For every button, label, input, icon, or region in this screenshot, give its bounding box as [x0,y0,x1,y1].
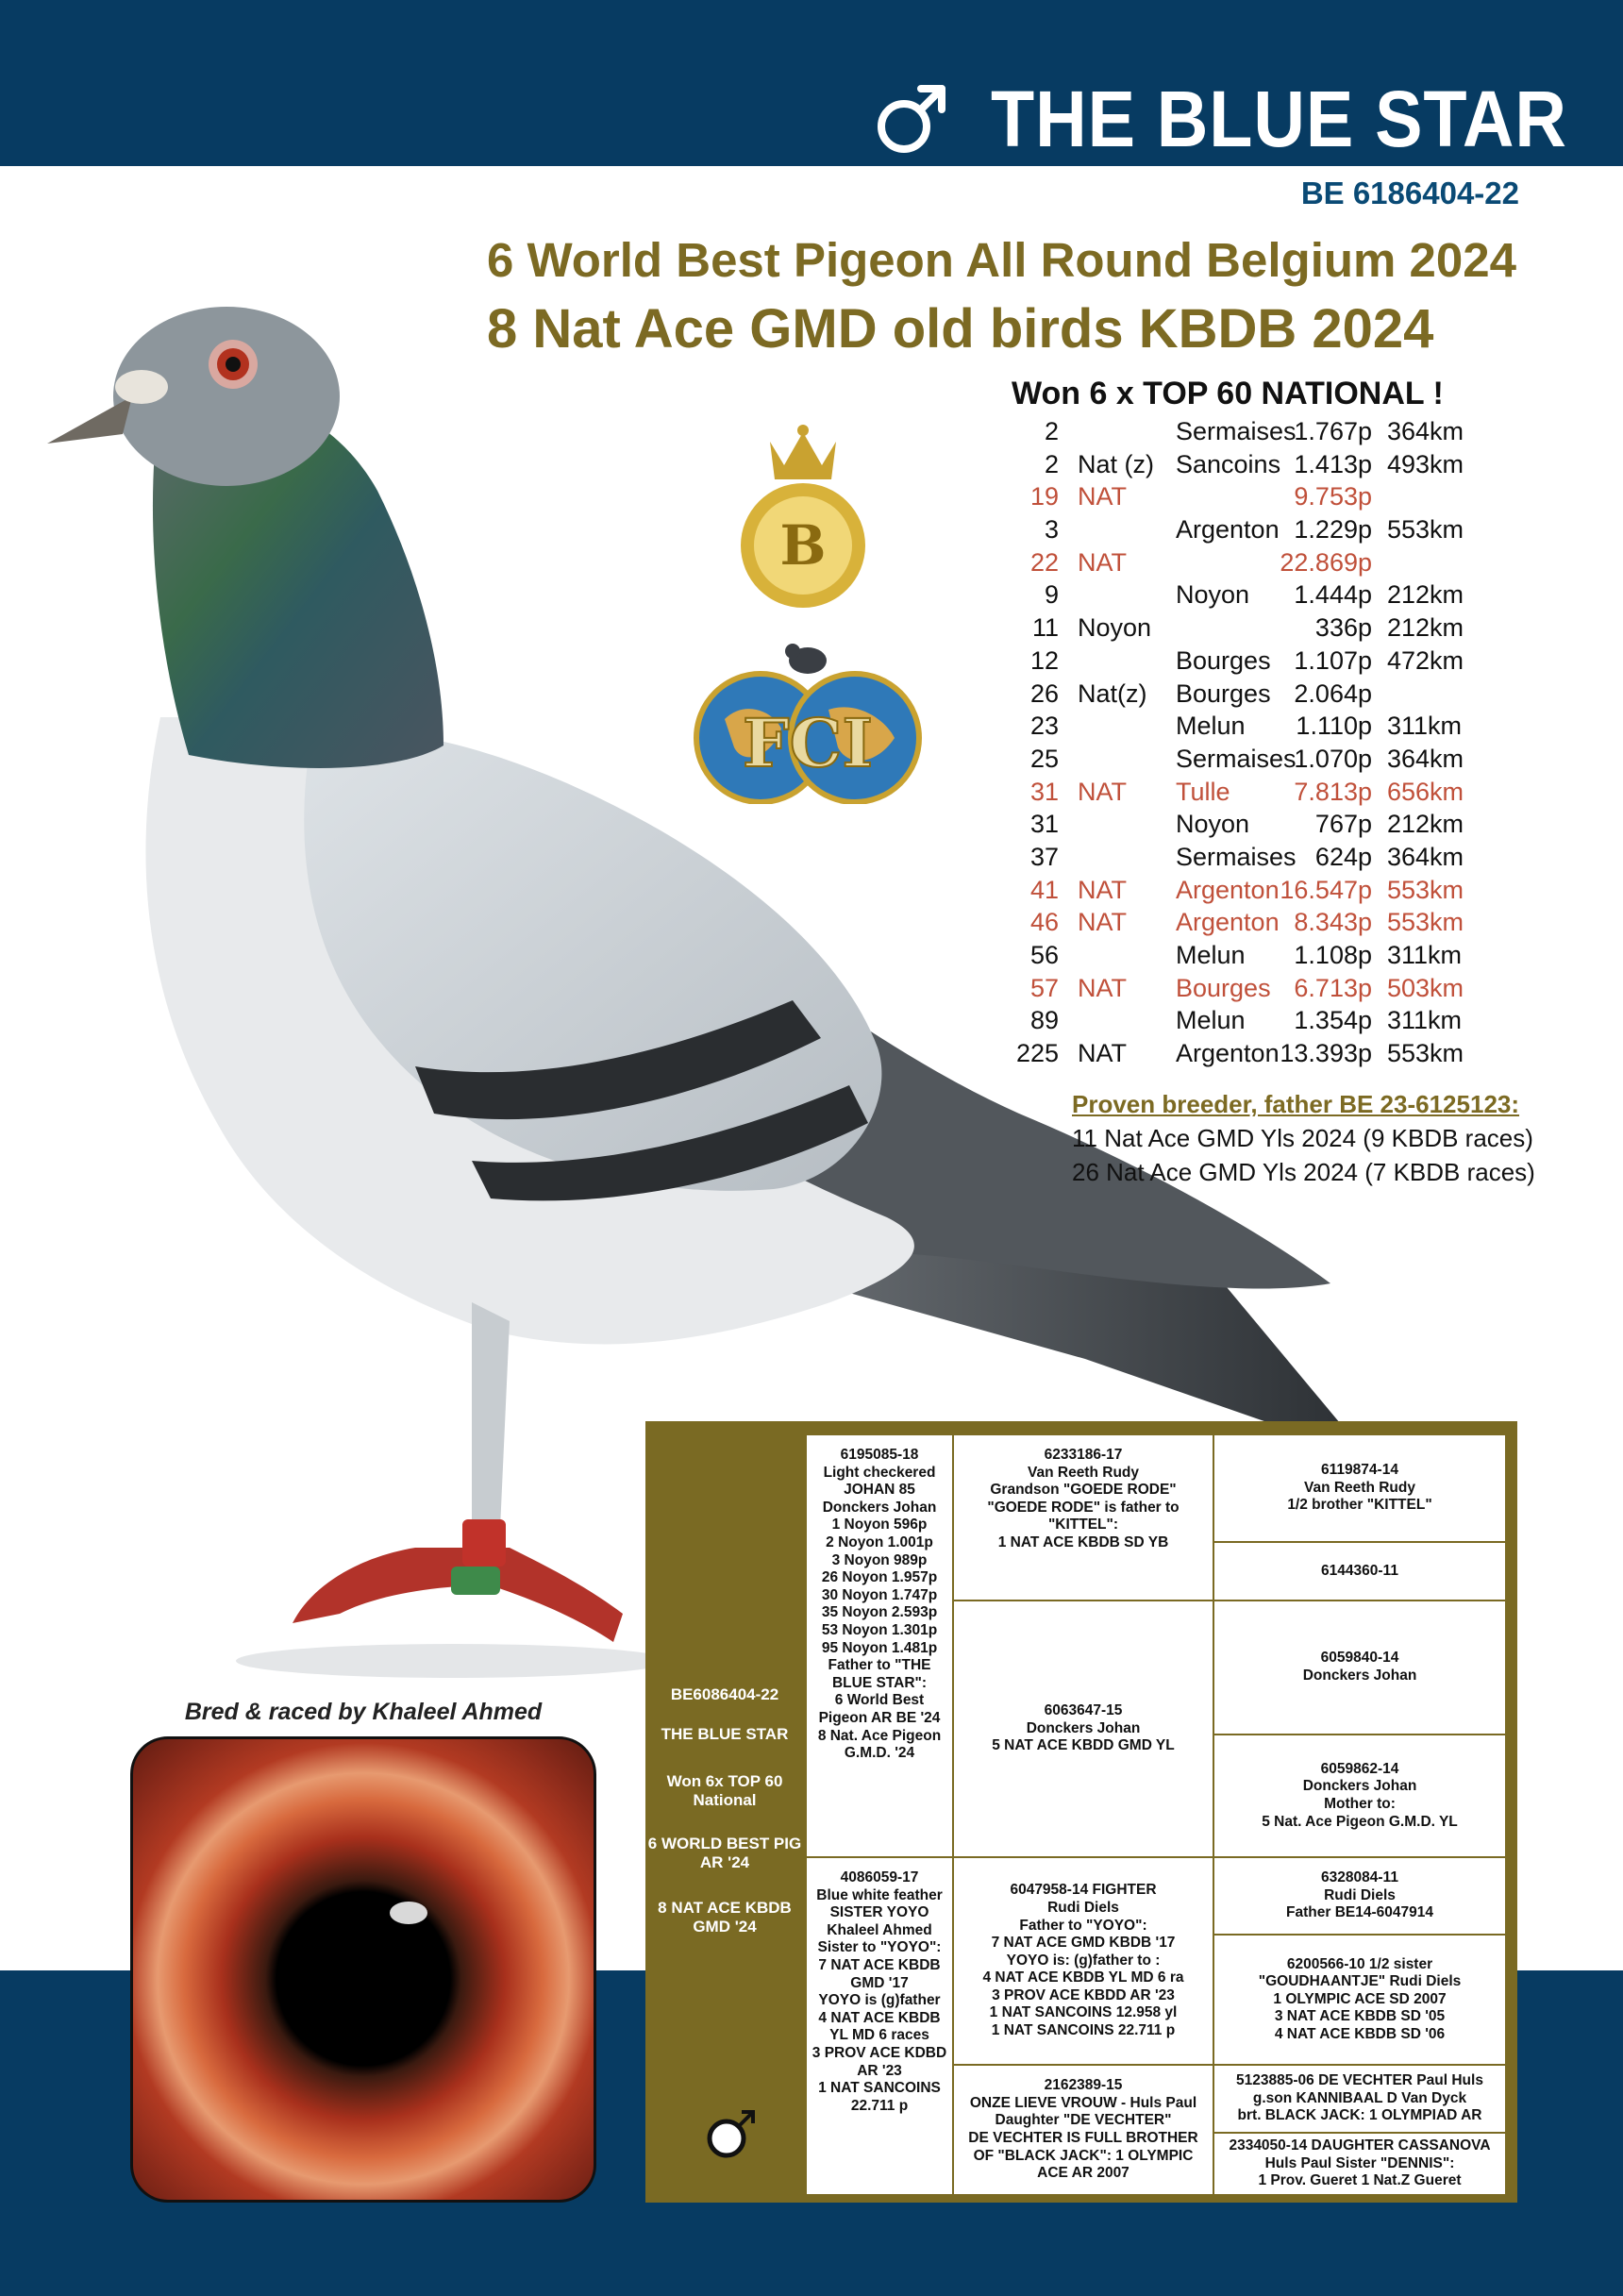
result-distance: 553km [1387,1039,1464,1068]
result-place: 22 [1029,547,1059,577]
result-row [1010,906,1538,939]
result-row [1010,480,1538,513]
result-place: 23 [1029,712,1059,741]
result-row [1010,874,1538,907]
pigeon-name-title: THE BLUE STAR [991,75,1567,163]
result-pigeons: 1.444p [1294,580,1372,610]
result-distance: 364km [1387,842,1464,871]
result-distance: 212km [1387,613,1464,643]
result-place: 19 [1029,482,1059,511]
result-type: NAT [1078,875,1127,904]
pedigree-mother: 4086059-17 Blue white feather SISTER YOYO Khaleel Ahmed Sister to "YOYO": 7 NAT ACE KBDB GMD '17 YOYO is (g)father 4 NAT ACE KBDB YL MD 6 races 3 PROV ACE KDBD AR '23 1 NAT SANCOINS 22.711 p [806,1857,953,2195]
pedigree-subject-ring: BE6086404-22 [670,1685,779,1703]
result-place: 31 [1029,777,1059,806]
pedigree-ggp-5: 6328084-11 Rudi Diels Father BE14-6047914 [1213,1857,1506,1935]
result-pigeons: 1.070p [1294,744,1372,773]
pedigree-ggp-1: 6119874-14 Van Reeth Rudy 1/2 brother "KITTEL" [1213,1434,1506,1542]
result-pigeons: 1.107p [1294,645,1372,675]
result-type: NAT [1078,973,1127,1002]
result-location: Noyon [1176,580,1250,610]
result-place: 46 [1029,908,1059,937]
result-distance: 311km [1387,941,1463,969]
result-pigeons: 336p [1314,613,1372,643]
breeder-note-title: Proven breeder, father BE 23-6125123: [1072,1090,1520,1118]
results-heading: Won 6 x TOP 60 NATIONAL ! [1012,376,1444,411]
result-pigeons: 7.813p [1294,777,1372,806]
result-distance: 503km [1387,973,1464,1002]
result-type: Nat (z) [1078,449,1154,478]
result-row [1010,743,1538,776]
result-row [1010,1004,1538,1037]
result-pigeons: 2.064p [1294,679,1372,708]
result-location: Melun [1176,1006,1246,1035]
pedigree-grandfather-maternal: 6047958-14 FIGHTER Rudi Diels Father to "YOYO": 7 NAT ACE GMD KBDB '17 YOYO is: (g)father to : 4 NAT ACE KBDB YL MD 6 ra 3 PROV ACE KBDD AR '23 1 NAT SANCOINS 12.958 yl 1 NAT SANCOINS 22.711 p [953,1857,1213,2065]
pedigree-subject [645,1421,804,2203]
result-distance: 656km [1387,777,1464,806]
ring-number: BE 6186404-22 [1300,176,1519,210]
pedigree-chart [645,1421,1517,2203]
result-row [1010,546,1538,579]
result-row [1010,448,1538,481]
result-pigeons: 16.547p [1280,875,1372,904]
pedigree-subject-line: 8 NAT ACE KBDB GMD '24 [658,1899,792,1936]
result-location: Sermaises [1176,842,1297,871]
result-location: Argenton [1176,1039,1280,1068]
result-pigeons: 1.413p [1294,449,1372,478]
result-location: Melun [1176,712,1246,741]
pedigree-subject-line: 6 WORLD BEST PIG AR '24 [647,1835,802,1871]
result-row [1010,710,1538,743]
result-row [1010,415,1538,448]
eye-photo [130,1736,596,2203]
result-location: Sermaises [1176,744,1297,773]
result-pigeons: 1.108p [1294,941,1372,969]
result-distance: 364km [1387,417,1464,445]
result-row [1010,578,1538,612]
male-symbol-icon [704,2106,759,2161]
result-distance: 553km [1387,875,1464,904]
pedigree-ggp-7: 5123885-06 DE VECHTER Paul Huls g.son KANNIBAAL D Van Dyck brt. BLACK JACK: 1 OLYMPIAD AR [1213,2065,1506,2133]
result-place: 26 [1029,679,1059,708]
result-distance: 493km [1387,449,1464,478]
result-distance: 553km [1387,908,1464,937]
result-distance: 472km [1387,645,1464,675]
svg-text:B: B [779,513,827,578]
result-type: Nat(z) [1078,679,1147,708]
result-location: Tulle [1176,777,1230,806]
result-type: NAT [1078,482,1127,511]
breeder-note [1072,1087,1544,1189]
result-place: 56 [1029,941,1059,969]
result-location: Bourges [1176,645,1271,675]
result-type: NAT [1078,908,1127,937]
result-distance: 364km [1387,744,1464,773]
fci-globe-logo [687,634,929,804]
result-place: 225 [1015,1039,1059,1068]
bred-by-caption: Bred & raced by Khaleel Ahmed [184,1699,543,1725]
result-pigeons: 13.393p [1280,1039,1372,1068]
result-type: NAT [1078,777,1127,806]
result-row [1010,513,1538,546]
pedigree-ggp-8: 2334050-14 DAUGHTER CASSANOVA Huls Paul Sister "DENNIS": 1 Prov. Gueret 1 Nat.Z Gueret [1213,2133,1506,2195]
result-row [1010,678,1538,711]
breeder-note-line: 26 Nat Ace GMD Yls 2024 (7 KBDB races) [1072,1158,1535,1186]
result-row [1010,612,1538,645]
result-location: Argenton [1176,875,1280,904]
result-pigeons: 624p [1314,842,1372,871]
result-place: 2 [1044,449,1059,478]
result-place: 41 [1029,875,1059,904]
result-place: 9 [1044,580,1059,610]
pedigree-ggp-2: 6144360-11 [1213,1542,1506,1600]
result-type: NAT [1078,1039,1127,1068]
result-location: Sancoins [1176,449,1281,478]
result-place: 37 [1029,842,1059,871]
result-type: Noyon [1078,613,1152,643]
pedigree-ggp-4: 6059862-14 Donckers Johan Mother to: 5 Nat. Ace Pigeon G.M.D. YL [1213,1735,1506,1857]
result-location: Sermaises [1176,417,1297,445]
result-row [1010,776,1538,809]
result-pigeons: 1.767p [1294,417,1372,445]
result-type: NAT [1078,547,1127,577]
headline-world-best: 6 World Best Pigeon All Round Belgium 2024 [487,233,1516,287]
result-pigeons: 1.229p [1294,515,1372,545]
kbdb-crown-logo [732,423,874,612]
result-place: 3 [1044,515,1059,545]
result-place: 12 [1029,645,1059,675]
svg-text:FCI: FCI [742,704,874,782]
male-symbol-icon [872,79,951,159]
result-pigeons: 1.354p [1294,1006,1372,1035]
result-location: Bourges [1176,679,1271,708]
result-pigeons: 8.343p [1294,908,1372,937]
result-distance: 212km [1387,580,1464,610]
result-distance: 212km [1387,810,1464,839]
pedigree-subject-name: THE BLUE STAR [661,1725,789,1743]
pedigree-grandmother-paternal: 6063647-15 Donckers Johan 5 NAT ACE KBDD GMD YL [953,1600,1213,1857]
result-place: 25 [1029,744,1059,773]
result-row [1010,645,1538,678]
result-pigeons: 6.713p [1294,973,1372,1002]
result-pigeons: 22.869p [1280,547,1372,577]
result-pigeons: 1.110p [1296,712,1372,741]
results-table [1010,415,1538,1070]
headline-nat-ace: 8 Nat Ace GMD old birds KBDB 2024 [487,298,1434,360]
result-distance: 553km [1387,515,1464,545]
result-location: Argenton [1176,515,1280,545]
result-location: Noyon [1176,810,1250,839]
result-row [1010,972,1538,1005]
result-location: Melun [1176,941,1246,969]
pedigree-grandmother-maternal: 2162389-15 ONZE LIEVE VROUW - Huls Paul Daughter "DE VECHTER" DE VECHTER IS FULL BROTHER OF "BLACK JACK": 1 OLYMPIC ACE AR 2007 [953,2065,1213,2195]
pedigree-father: 6195085-18 Light checkered JOHAN 85 Donckers Johan 1 Noyon 596p 2 Noyon 1.001p 3 Noyon 989p 26 Noyon 1.957p 30 Noyon 1.747p 35 Noyon 2.593p 53 Noyon 1.301p 95 Noyon 1.481p Father to "THE BLUE STAR": 6 World Best Pigeon AR BE '24 8 Nat. Ace Pigeon G.M.D. '24 [806,1434,953,1857]
eye-glint [390,1902,427,1924]
breeder-note-line: 11 Nat Ace GMD Yls 2024 (9 KBDB races) [1072,1124,1533,1152]
result-place: 2 [1044,417,1059,445]
result-place: 57 [1029,973,1059,1002]
result-pigeons: 767p [1314,810,1372,839]
result-distance: 311km [1387,712,1463,741]
result-location: Bourges [1176,973,1271,1002]
result-pigeons: 9.753p [1294,482,1372,511]
result-distance: 311km [1387,1006,1463,1035]
pedigree-grandfather-paternal: 6233186-17 Van Reeth Rudy Grandson "GOEDE RODE" "GOEDE RODE" is father to "KITTEL": 1 NAT ACE KBDB SD YB [953,1434,1213,1600]
result-row [1010,939,1538,972]
result-location: Argenton [1176,908,1280,937]
result-row [1010,808,1538,841]
result-place: 31 [1029,810,1059,839]
result-row [1010,841,1538,874]
pedigree-ggp-3: 6059840-14 Donckers Johan [1213,1600,1506,1735]
pedigree-ggp-6: 6200566-10 1/2 sister "GOUDHAANTJE" Rudi Diels 1 OLYMPIC ACE SD 2007 3 NAT ACE KBDB SD '05 4 NAT ACE KBDB SD '06 [1213,1935,1506,2065]
result-place: 89 [1029,1006,1059,1035]
pedigree-subject-line: Won 6x TOP 60 National [666,1772,783,1809]
result-row [1010,1037,1538,1070]
result-place: 11 [1031,613,1059,643]
pedigree-grid [806,1434,1506,2195]
